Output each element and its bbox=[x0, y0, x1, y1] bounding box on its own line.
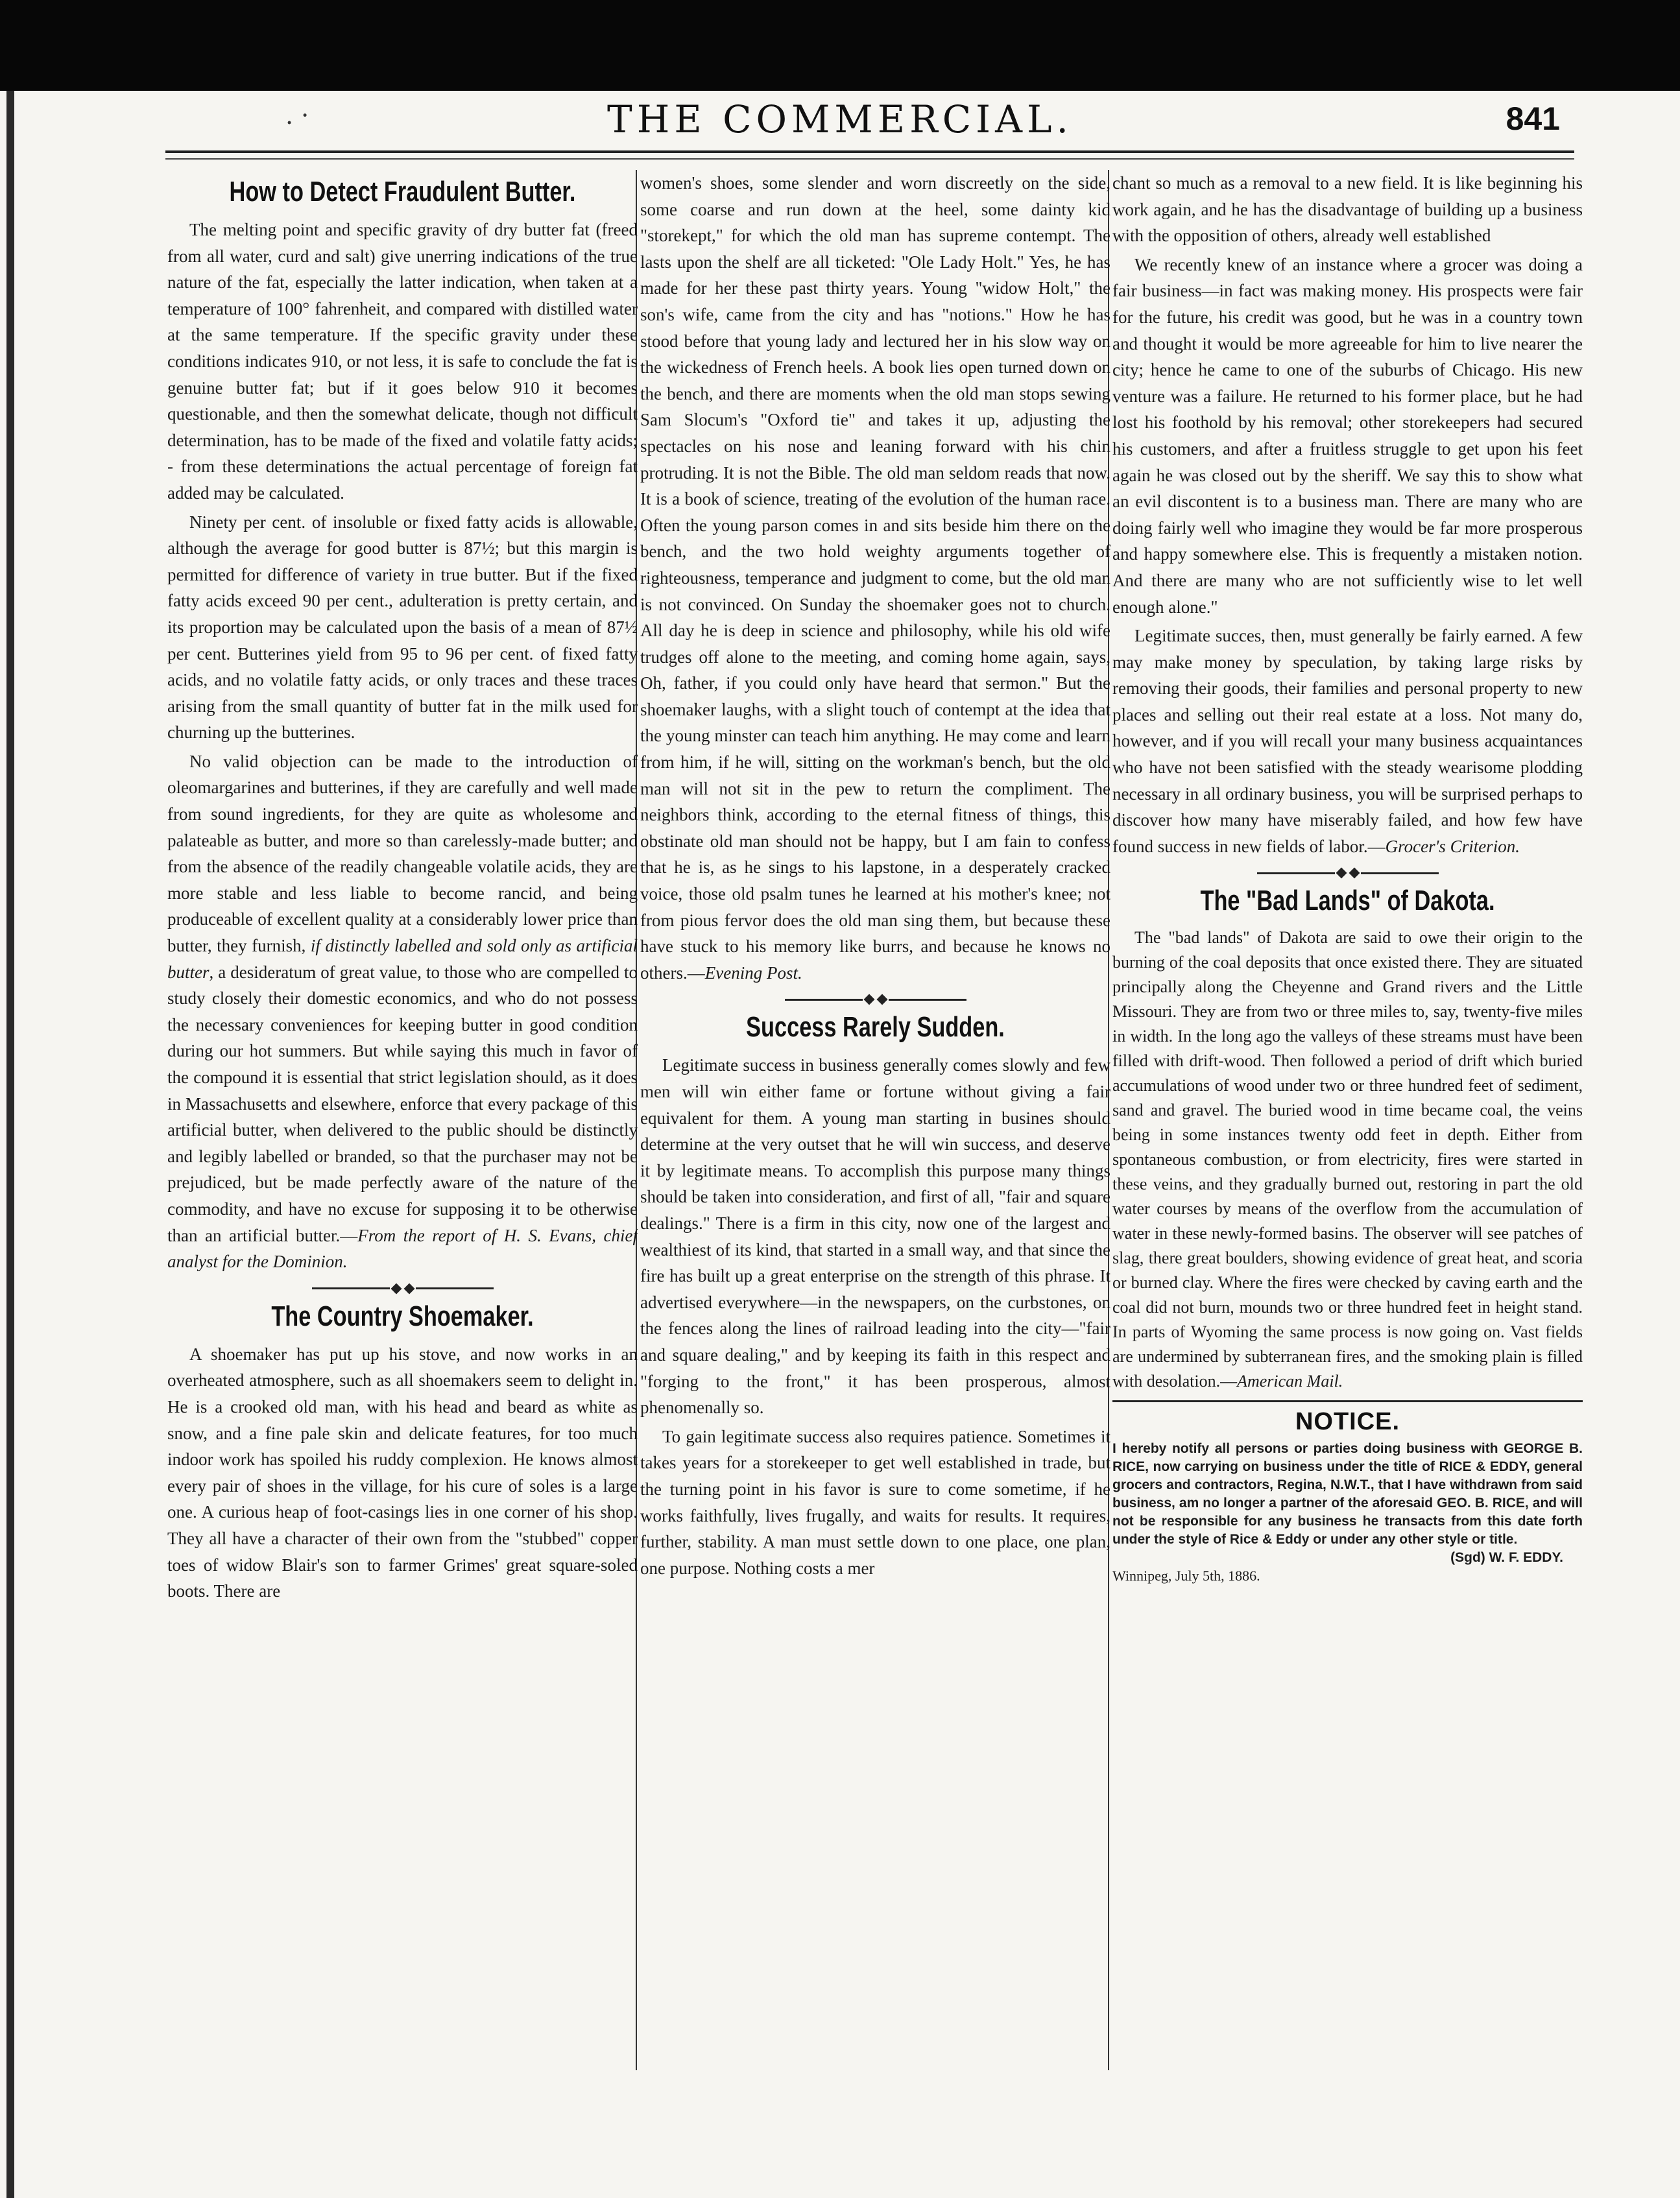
success-paragraph-1: Legitimate success in business generally comes slowly and few men will win either fame or fortune without giving a fair equivalent for them. A young man starting in busines should determine at the very outset that he will win success, and deserve it by legitimate means. To accomplish this purpose many things should be taken into consideration, and first of all, "fair and square dealings." There is a firm in this city, now one of the largest and wealthiest of its kind, that started in a small way, and that since the fire has built up a great enterprise on the strength of this phrase. It advertised everywhere—in the newspapers, on the curbstones, on the fences along the lines of railroad leading into the city—"fair and square dealing," and by keeping its faith in this respect and "forging to the front," it has been prosperous, almost phenomenally so. bbox=[640, 1055, 1110, 1418]
butter-source: From the report of H. S. Evans, chief analyst for the Dominion. bbox=[167, 1225, 638, 1272]
shoemaker-text: A shoemaker has put up his stove, and now works in an overheated atmosphere, such as all shoemakers seem to delight in. He is a crooked old man, with his head and beard as white as snow, and a fine pale skin and delicate features, for too much indoor work has spoiled his ruddy complexion. He knows almost every pair of shoes in the village, for his cure of soles is a large one. A curious heap of foot-casings lies in one corner of his shop. They all have a character of their own from the "stubbed" copper toes of widow Blair's son to farmer Grimes' great square-soled boots. There are bbox=[167, 1344, 638, 1601]
scan-top-band bbox=[0, 0, 1680, 91]
success-paragraph-2: To gain legitimate success also requires patience. Sometimes it takes years for a storekeeper to get well established in trade, but the turning point in his favor is sure to come sometime, if he works faithfully, lives frugally, and waits for results. It requires, further, stability. A man must settle down to one place, one plan, one purpose. Nothing costs a mer bbox=[640, 1426, 1110, 1578]
header-rule-thick bbox=[165, 150, 1574, 153]
heading-success: Success Rarely Sudden. bbox=[746, 1011, 1005, 1044]
success-paragraph-3: We recently knew of an instance where a grocer was doing a fair business—in fact was making money. His prospects were fair for the future, his credit was good, but he was in a country town and thought it would be more agreeable for him to live nearer the city; hence he came to one of the suburbs of Chicago. His new venture was a failure. He returned to his former place, but he had lost his foothold by his removal; other storekeepers had secured his customers, and after a fruitless struggle to get upon his feet again he was closed out by the sheriff. We say this to show what an evil discontent is to a business man. There are many who are doing fairly well who imagine they would be far more prosperous and happy somewhere else. This is frequently a mistaken notion. And there are many who are not sufficiently wise to let well enough alone." bbox=[1112, 254, 1583, 617]
shoemaker-source-2: Evening Post. bbox=[704, 962, 802, 983]
column-3 bbox=[1112, 170, 1583, 2168]
notice-box bbox=[1112, 1400, 1583, 1585]
butter-paragraph-3-a: No valid objection can be made to the introduction of oleomargarines and butterines, if they are carefully and well made from sound ingredients, for they are quite as wholesome and palateable as butter, and more so than carelessly-made butter; and from the absence of the readily changeable volatile acids, they are more stable and less liable to become rancid, and being produceable of excellent quality at a considerably lower price than butter, they furnish, bbox=[167, 751, 638, 956]
shoemaker-continuation: women's shoes, some slender and worn discreetly on the side, some coarse and run down at the heel, some dainty kid "storekept," for which the old man has supreme contempt. The lasts upon the shelf are all ticketed: "Ole Lady Holt." Yes, he has made for her these past thirty years. Young "widow Holt," the son's wife, came from the city and has "notions." How he has stood before that young lady and lectured her in his slow way on the wickedness of French heels. A book lies open turned down on the bench, and there are moments when the old man stops sewing Sam Slocum's "Oxford tie" and takes it up, adjusting the spectacles on his nose and leaning forward with his chin protruding. It is not the Bible. The old man seldom reads that now. It is a book of science, treating of the evolution of the human race. Often the young parson comes in and sits beside him there on the bench, and the two hold weighty arguments together of righteousness, temperance and judgment to come, but the old man is not convinced. On Sunday the shoemaker goes not to church. All day he is deep in science and philosophy, while his old wife trudges off alone to the meeting, and coming home again, says, Oh, father, if you could only have heard that sermon." But the shoemaker laughs, with a slight touch of contempt at the idea that the young minster can teach him anything. He may come and learn from him, if he will, sitting on the workman's bench, but the old man will not sit in the pew to return the compliment. The neighbors think, according to the eternal fitness of things, this obstinate old man should not be happy, but I am fain to confess that he is, as he sings to his lapstone, in a desperately cracked voice, those old psalm tunes he learned at his mother's knee; not from pious fervor does the old man sing them, but because these have stuck to his memory like burrs, and because he knows no others.—Evening Post. bbox=[640, 173, 1110, 983]
scan-left-edge bbox=[6, 91, 14, 2198]
notice-rule bbox=[1112, 1400, 1583, 1402]
heading-butter: How to Detect Fraudulent Butter. bbox=[229, 176, 576, 208]
notice-signature: (Sgd) W. F. EDDY. bbox=[1450, 1550, 1563, 1566]
butter-paragraph-3 bbox=[167, 748, 638, 1275]
butter-paragraph-3-italic: if distinctly labelled and sold only as artificial butter bbox=[167, 936, 638, 982]
success-paragraph-4: Legitimate succes, then, must generally be fairly earned. A few may make money by speculation, by taking large risks by removing their goods, their families and personal property to new places and selling out their real estate at a loss. Not many do, however, and if you will recall your many business acquaintances who have not been satisfied with the steady wearisome plodding necessary in all ordinary business, you will be surprised perhaps to discover how many have miserably failed, and how few have found success in new fields of labor.—Grocer's Criterion. bbox=[1112, 626, 1583, 856]
notice-body: I hereby notify all persons or parties doing business with GEORGE B. RICE, now carrying on business under the title of RICE & EDDY, general grocers and contractors, Regina, N.W.T., that I have withdrawn from said business, am no longer a partner of the aforesaid GEO. B. RICE, and will not be responsible for any business he transacts from this date forth under the style of Rice & Eddy or under any other style or title. bbox=[1112, 1441, 1583, 1547]
header-rule-thin bbox=[165, 158, 1574, 160]
section-ornament bbox=[167, 1279, 638, 1295]
butter-paragraph-1: The melting point and specific gravity of dry butter fat (freed from all water, curd and salt) give unerring indications of the true nature of the fat, especially the latter indication, when taken at a temperature of 100° fahrenheit, and compared with distilled water at the same temperature. If the specific gravity under these conditions indicates 910, or not less, it is safe to conclude the fat is genuine butter fat; but if it goes below 910 it becomes questionable, and then the somewhat delicate, though not difficult determination, has to be made of the fixed and volatile fatty acids; - from these determinations the actual percentage of foreign fat added may be calculated. bbox=[167, 220, 638, 503]
badlands-paragraph: The "bad lands" of Dakota are said to owe their origin to the burning of the coal deposits that once existed there. They are situated principally along the Cheyenne and Grand rivers and the Little Missouri. They are from two or three miles to, say, twenty-five miles in width. In the long ago the valleys of these streams must have been filled with drift-wood. Then followed a period of drift which buried accumulations of wood under two or three hundred feet of sediment, sand and gravel. The buried wood in time became coal, the veins being in some instances twenty odd feet in depth. Either from spontaneous combustion, or from electricity, fires were started in these veins, and they gradually burned out, restoring in part the old water courses by means of the overflow from the accumulation of water in these newly-formed basins. The observer will see patches of slag, there great boulders, showing evidence of great heat, and scoria or burned clay. Where the fires were checked by caving earth and the coal did not burn, mounds two or three hundred feet in height stand. In parts of Wyoming the same process is now going on. Vast fields are undermined by subterranean fires, and the smoking plain is filled with desolation.—American Mail. bbox=[1112, 928, 1583, 1391]
masthead-marks: . · bbox=[285, 101, 309, 130]
publication-title: THE COMMERCIAL. bbox=[607, 97, 1073, 141]
heading-badlands: The "Bad Lands" of Dakota. bbox=[1200, 885, 1495, 917]
notice-heading: NOTICE. bbox=[1295, 1408, 1400, 1436]
success-source: Grocer's Criterion. bbox=[1385, 836, 1520, 856]
shoemaker-paragraph bbox=[167, 1341, 638, 1605]
butter-paragraph-2: Ninety per cent. of insoluble or fixed fatty acids is allowable, although the average for good butter is 87½; but this margin is permitted for difference of variety in true butter. But if the fixed fatty acids exceed 90 per cent., adulteration is pretty certain, and its proportion may be calculated upon the basis of a mean of 87½ per cent. Butterines yield from 95 to 96 per cent. of fixed fatty acids, and no volatile fatty acids, or only traces and these traces arising from the small quantity of butter fat in the milk used for churning up the butterines. bbox=[167, 512, 638, 743]
section-ornament-3 bbox=[1112, 863, 1583, 879]
page-number: 841 bbox=[1506, 101, 1560, 137]
column-2 bbox=[640, 170, 1110, 2168]
badlands-source: American Mail. bbox=[1237, 1372, 1343, 1391]
section-ornament-2 bbox=[640, 990, 1110, 1005]
success-paragraph-2-continued: chant so much as a removal to a new field. It is like beginning his work again, and he has the disadvantage of building up a business with the opposition of others, already well established bbox=[1112, 173, 1583, 246]
butter-paragraph-3-c: , a desideratum of great value, to those who are compelled to study closely their domestic economics, and who do not possess the necessary conveniences for keeping butter in good condition during our hot summers. But while saying this much in favor of the compound it is essential that strict legislation should, as it does in Massachusetts and elsewhere, enforce that every package of this artificial butter, when delivered to the public should be distinctly and legibly labelled or branded, so that the purchaser may not be prejudiced, but be made perfectly aware of the nature of the commodity, and have no excuse for supposing it to be otherwise than an artificial butter.— bbox=[167, 962, 638, 1245]
masthead bbox=[0, 97, 1680, 143]
column-1 bbox=[167, 170, 638, 2168]
notice-dateline: Winnipeg, July 5th, 1886. bbox=[1112, 1568, 1260, 1584]
heading-shoemaker: The Country Shoemaker. bbox=[271, 1300, 534, 1332]
